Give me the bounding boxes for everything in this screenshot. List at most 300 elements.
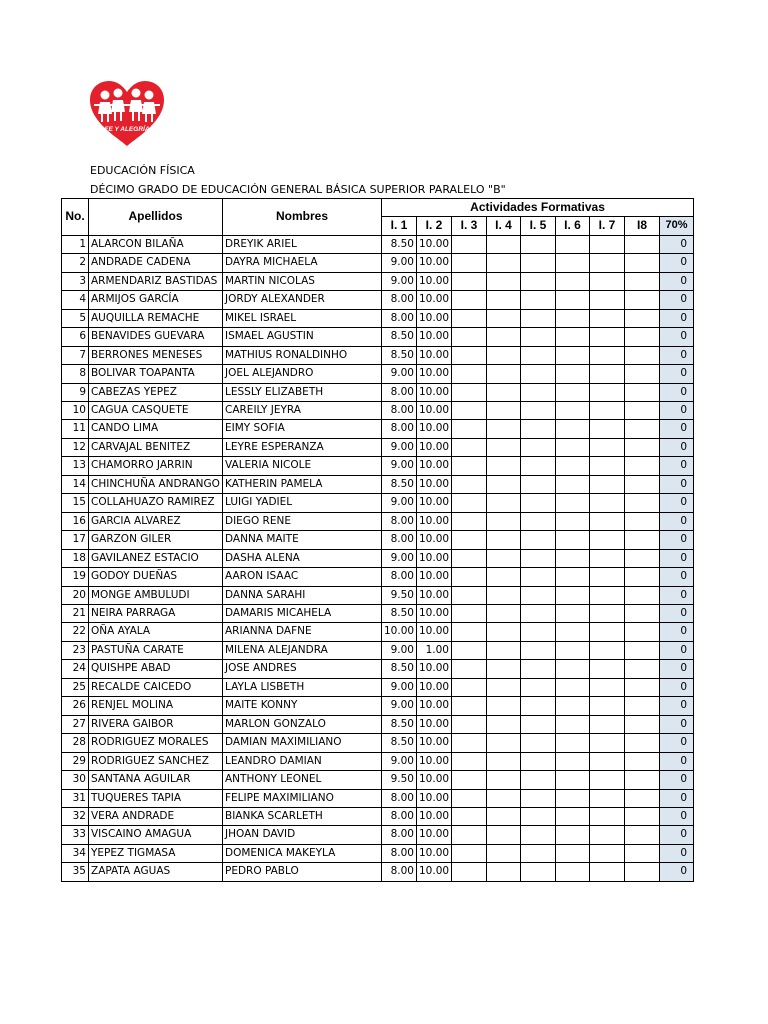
score-i1: 8.00	[382, 401, 417, 419]
score-i8	[625, 365, 660, 383]
table-row	[62, 771, 694, 789]
score-i6	[556, 549, 590, 567]
table-row	[62, 586, 694, 604]
score-i1: 8.00	[382, 826, 417, 844]
score-i6	[556, 254, 590, 272]
score-i7	[590, 789, 625, 807]
table-row	[62, 604, 694, 622]
score-i2: 10.00	[417, 568, 452, 586]
student-surname: ARMENDARIZ BASTIDAS	[89, 272, 223, 290]
score-i6	[556, 660, 590, 678]
score-i3	[452, 623, 487, 641]
subject-title: EDUCACIÓN FÍSICA	[90, 164, 195, 177]
score-i7	[590, 475, 625, 493]
score-i7	[590, 420, 625, 438]
score-i5	[521, 272, 556, 290]
score-i4	[487, 568, 521, 586]
score-i3	[452, 420, 487, 438]
header-indicator: I. 2	[417, 217, 452, 235]
score-i7	[590, 235, 625, 253]
score-i5	[521, 235, 556, 253]
score-i6	[556, 494, 590, 512]
table-row	[62, 328, 694, 346]
score-i6	[556, 365, 590, 383]
score-i3	[452, 254, 487, 272]
score-i5	[521, 641, 556, 659]
percent-value: 0	[660, 807, 694, 825]
table-row	[62, 346, 694, 364]
score-i3	[452, 568, 487, 586]
percent-value: 0	[660, 715, 694, 733]
score-i7	[590, 272, 625, 290]
score-i1: 10.00	[382, 623, 417, 641]
score-i4	[487, 715, 521, 733]
student-surname: YEPEZ TIGMASA	[89, 844, 223, 862]
percent-value: 0	[660, 641, 694, 659]
score-i2: 10.00	[417, 438, 452, 456]
table-row	[62, 438, 694, 456]
score-i5	[521, 568, 556, 586]
score-i5	[521, 494, 556, 512]
score-i8	[625, 291, 660, 309]
score-i7	[590, 512, 625, 530]
percent-value: 0	[660, 586, 694, 604]
table-row	[62, 549, 694, 567]
score-i2: 10.00	[417, 660, 452, 678]
percent-value: 0	[660, 678, 694, 696]
student-name: ARIANNA DAFNE	[223, 623, 382, 641]
student-surname: OÑA AYALA	[89, 623, 223, 641]
score-i3	[452, 641, 487, 659]
table-row	[62, 678, 694, 696]
score-i8	[625, 807, 660, 825]
student-name: JORDY ALEXANDER	[223, 291, 382, 309]
score-i5	[521, 697, 556, 715]
score-i1: 9.00	[382, 549, 417, 567]
score-i8	[625, 512, 660, 530]
student-number: 20	[62, 586, 89, 604]
score-i1: 8.50	[382, 715, 417, 733]
score-i2: 10.00	[417, 604, 452, 622]
score-i3	[452, 494, 487, 512]
score-i2: 10.00	[417, 420, 452, 438]
student-name: JOSE ANDRES	[223, 660, 382, 678]
student-name: DAMARIS MICAHELA	[223, 604, 382, 622]
score-i3	[452, 586, 487, 604]
percent-value: 0	[660, 789, 694, 807]
score-i8	[625, 715, 660, 733]
percent-value: 0	[660, 771, 694, 789]
score-i8	[625, 586, 660, 604]
score-i4	[487, 420, 521, 438]
score-i6	[556, 272, 590, 290]
table-row	[62, 254, 694, 272]
percent-value: 0	[660, 531, 694, 549]
header-percent: 70%	[660, 217, 694, 235]
score-i3	[452, 309, 487, 327]
score-i7	[590, 365, 625, 383]
score-i4	[487, 438, 521, 456]
score-i6	[556, 438, 590, 456]
table-row	[62, 623, 694, 641]
score-i2: 10.00	[417, 789, 452, 807]
score-i3	[452, 291, 487, 309]
student-number: 25	[62, 678, 89, 696]
score-i4	[487, 494, 521, 512]
score-i7	[590, 586, 625, 604]
score-i3	[452, 789, 487, 807]
score-i6	[556, 568, 590, 586]
student-name: MILENA ALEJANDRA	[223, 641, 382, 659]
student-number: 14	[62, 475, 89, 493]
score-i3	[452, 438, 487, 456]
student-surname: ZAPATA AGUAS	[89, 863, 223, 881]
student-surname: BOLIVAR TOAPANTA	[89, 365, 223, 383]
student-number: 29	[62, 752, 89, 770]
percent-value: 0	[660, 309, 694, 327]
score-i1: 8.50	[382, 734, 417, 752]
score-i3	[452, 328, 487, 346]
score-i1: 8.50	[382, 346, 417, 364]
score-i1: 8.50	[382, 475, 417, 493]
percent-value: 0	[660, 328, 694, 346]
score-i8	[625, 475, 660, 493]
score-i3	[452, 604, 487, 622]
score-i4	[487, 623, 521, 641]
score-i7	[590, 697, 625, 715]
score-i3	[452, 383, 487, 401]
percent-value: 0	[660, 844, 694, 862]
student-number: 9	[62, 383, 89, 401]
score-i7	[590, 494, 625, 512]
score-i7	[590, 752, 625, 770]
percent-value: 0	[660, 549, 694, 567]
score-i5	[521, 660, 556, 678]
score-i8	[625, 568, 660, 586]
score-i5	[521, 604, 556, 622]
percent-value: 0	[660, 383, 694, 401]
student-name: DAMIAN MAXIMILIANO	[223, 734, 382, 752]
score-i8	[625, 401, 660, 419]
score-i5	[521, 512, 556, 530]
score-i8	[625, 531, 660, 549]
score-i5	[521, 752, 556, 770]
score-i6	[556, 604, 590, 622]
header-activities: Actividades Formativas	[382, 199, 694, 217]
score-i7	[590, 715, 625, 733]
student-name: FELIPE MAXIMILIANO	[223, 789, 382, 807]
student-surname: TUQUERES TAPIA	[89, 789, 223, 807]
table-body	[62, 235, 694, 881]
student-name: KATHERIN PAMELA	[223, 475, 382, 493]
score-i1: 8.00	[382, 291, 417, 309]
table-row	[62, 494, 694, 512]
score-i7	[590, 604, 625, 622]
score-i1: 9.00	[382, 457, 417, 475]
score-i2: 10.00	[417, 475, 452, 493]
score-i2: 10.00	[417, 401, 452, 419]
student-name: MAITE KONNY	[223, 697, 382, 715]
student-surname: COLLAHUAZO RAMIREZ	[89, 494, 223, 512]
score-i7	[590, 863, 625, 881]
score-i8	[625, 494, 660, 512]
student-surname: RODRIGUEZ SANCHEZ	[89, 752, 223, 770]
score-i2: 10.00	[417, 844, 452, 862]
student-number: 33	[62, 826, 89, 844]
score-i4	[487, 365, 521, 383]
score-i7	[590, 291, 625, 309]
grades-table	[61, 198, 694, 882]
score-i1: 9.00	[382, 365, 417, 383]
score-i6	[556, 420, 590, 438]
score-i1: 8.50	[382, 328, 417, 346]
score-i4	[487, 586, 521, 604]
student-name: EIMY SOFIA	[223, 420, 382, 438]
score-i7	[590, 457, 625, 475]
table-row	[62, 641, 694, 659]
student-surname: SANTANA AGUILAR	[89, 771, 223, 789]
percent-value: 0	[660, 752, 694, 770]
student-number: 31	[62, 789, 89, 807]
header-indicator: I. 6	[556, 217, 590, 235]
score-i5	[521, 438, 556, 456]
score-i8	[625, 272, 660, 290]
score-i8	[625, 604, 660, 622]
table-row	[62, 826, 694, 844]
student-surname: GARZON GILER	[89, 531, 223, 549]
percent-value: 0	[660, 863, 694, 881]
score-i5	[521, 383, 556, 401]
score-i5	[521, 549, 556, 567]
score-i2: 10.00	[417, 328, 452, 346]
score-i7	[590, 531, 625, 549]
score-i6	[556, 715, 590, 733]
student-surname: RODRIGUEZ MORALES	[89, 734, 223, 752]
percent-value: 0	[660, 826, 694, 844]
percent-value: 0	[660, 235, 694, 253]
student-name: BIANKA SCARLETH	[223, 807, 382, 825]
student-surname: CABEZAS YEPEZ	[89, 383, 223, 401]
percent-value: 0	[660, 697, 694, 715]
score-i5	[521, 254, 556, 272]
score-i5	[521, 623, 556, 641]
score-i5	[521, 309, 556, 327]
header-indicator: I. 4	[487, 217, 521, 235]
student-name: LESSLY ELIZABETH	[223, 383, 382, 401]
score-i3	[452, 475, 487, 493]
student-surname: CARVAJAL BENITEZ	[89, 438, 223, 456]
percent-value: 0	[660, 475, 694, 493]
score-i8	[625, 641, 660, 659]
score-i4	[487, 789, 521, 807]
score-i4	[487, 309, 521, 327]
score-i2: 10.00	[417, 457, 452, 475]
score-i7	[590, 844, 625, 862]
score-i3	[452, 752, 487, 770]
table-row	[62, 734, 694, 752]
score-i2: 10.00	[417, 678, 452, 696]
table-row	[62, 383, 694, 401]
table-row	[62, 807, 694, 825]
score-i1: 8.00	[382, 309, 417, 327]
student-surname: VISCAINO AMAGUA	[89, 826, 223, 844]
student-surname: GARCIA ALVAREZ	[89, 512, 223, 530]
score-i7	[590, 309, 625, 327]
score-i1: 8.00	[382, 531, 417, 549]
student-surname: BERRONES MENESES	[89, 346, 223, 364]
score-i4	[487, 641, 521, 659]
score-i6	[556, 863, 590, 881]
percent-value: 0	[660, 291, 694, 309]
score-i6	[556, 734, 590, 752]
score-i2: 10.00	[417, 715, 452, 733]
score-i2: 10.00	[417, 512, 452, 530]
percent-value: 0	[660, 494, 694, 512]
heart-logo-icon	[88, 80, 166, 148]
score-i2: 10.00	[417, 771, 452, 789]
score-i7	[590, 734, 625, 752]
score-i8	[625, 457, 660, 475]
score-i7	[590, 328, 625, 346]
student-surname: CHINCHUÑA ANDRANGO	[89, 475, 223, 493]
score-i5	[521, 771, 556, 789]
student-name: DIEGO RENE	[223, 512, 382, 530]
student-number: 17	[62, 531, 89, 549]
student-name: MIKEL ISRAEL	[223, 309, 382, 327]
score-i1: 8.50	[382, 235, 417, 253]
score-i5	[521, 734, 556, 752]
score-i8	[625, 660, 660, 678]
score-i4	[487, 235, 521, 253]
score-i4	[487, 863, 521, 881]
score-i5	[521, 346, 556, 364]
table-row	[62, 715, 694, 733]
score-i4	[487, 401, 521, 419]
score-i4	[487, 328, 521, 346]
score-i4	[487, 752, 521, 770]
score-i2: 10.00	[417, 752, 452, 770]
score-i2: 10.00	[417, 734, 452, 752]
percent-value: 0	[660, 401, 694, 419]
student-name: AARON ISAAC	[223, 568, 382, 586]
table-row	[62, 291, 694, 309]
score-i8	[625, 826, 660, 844]
student-number: 6	[62, 328, 89, 346]
student-surname: VERA ANDRADE	[89, 807, 223, 825]
score-i5	[521, 420, 556, 438]
score-i4	[487, 457, 521, 475]
header-indicator: I. 7	[590, 217, 625, 235]
score-i6	[556, 512, 590, 530]
student-surname: ANDRADE CADENA	[89, 254, 223, 272]
score-i5	[521, 401, 556, 419]
student-number: 24	[62, 660, 89, 678]
score-i2: 10.00	[417, 697, 452, 715]
student-name: MARTIN NICOLAS	[223, 272, 382, 290]
student-number: 34	[62, 844, 89, 862]
score-i1: 8.00	[382, 789, 417, 807]
score-i2: 10.00	[417, 826, 452, 844]
score-i6	[556, 771, 590, 789]
percent-value: 0	[660, 457, 694, 475]
student-surname: PASTUÑA CARATE	[89, 641, 223, 659]
score-i6	[556, 697, 590, 715]
score-i3	[452, 826, 487, 844]
score-i8	[625, 254, 660, 272]
table-row	[62, 475, 694, 493]
score-i8	[625, 752, 660, 770]
score-i5	[521, 291, 556, 309]
student-number: 3	[62, 272, 89, 290]
table-row	[62, 568, 694, 586]
student-name: DASHA ALENA	[223, 549, 382, 567]
student-number: 7	[62, 346, 89, 364]
student-surname: AUQUILLA REMACHE	[89, 309, 223, 327]
table-row	[62, 309, 694, 327]
student-name: LAYLA LISBETH	[223, 678, 382, 696]
student-surname: RENJEL MOLINA	[89, 697, 223, 715]
student-surname: QUISHPE ABAD	[89, 660, 223, 678]
score-i1: 8.00	[382, 844, 417, 862]
score-i6	[556, 309, 590, 327]
header-indicator: I. 5	[521, 217, 556, 235]
percent-value: 0	[660, 438, 694, 456]
student-surname: GAVILANEZ ESTACIO	[89, 549, 223, 567]
student-name: LEYRE ESPERANZA	[223, 438, 382, 456]
table-row	[62, 863, 694, 881]
table-row	[62, 660, 694, 678]
score-i4	[487, 604, 521, 622]
score-i3	[452, 660, 487, 678]
score-i5	[521, 475, 556, 493]
score-i6	[556, 475, 590, 493]
score-i2: 10.00	[417, 309, 452, 327]
score-i3	[452, 531, 487, 549]
score-i5	[521, 715, 556, 733]
percent-value: 0	[660, 660, 694, 678]
header-indicator: I. 3	[452, 217, 487, 235]
score-i2: 10.00	[417, 383, 452, 401]
student-name: MATHIUS RONALDINHO	[223, 346, 382, 364]
score-i5	[521, 328, 556, 346]
score-i8	[625, 328, 660, 346]
score-i3	[452, 807, 487, 825]
score-i4	[487, 660, 521, 678]
student-surname: MONGE AMBULUDI	[89, 586, 223, 604]
student-name: ANTHONY LEONEL	[223, 771, 382, 789]
student-name: MARLON GONZALO	[223, 715, 382, 733]
score-i4	[487, 512, 521, 530]
student-surname: CANDO LIMA	[89, 420, 223, 438]
student-name: LUIGI YADIEL	[223, 494, 382, 512]
score-i4	[487, 475, 521, 493]
score-i5	[521, 844, 556, 862]
student-surname: NEIRA PARRAGA	[89, 604, 223, 622]
student-surname: BENAVIDES GUEVARA	[89, 328, 223, 346]
score-i6	[556, 789, 590, 807]
student-surname: GODOY DUEÑAS	[89, 568, 223, 586]
score-i1: 8.50	[382, 604, 417, 622]
score-i5	[521, 531, 556, 549]
score-i2: 10.00	[417, 254, 452, 272]
header-no: No.	[62, 199, 89, 236]
score-i8	[625, 863, 660, 881]
score-i1: 8.00	[382, 807, 417, 825]
percent-value: 0	[660, 734, 694, 752]
student-surname: ARMIJOS GARCÍA	[89, 291, 223, 309]
score-i7	[590, 660, 625, 678]
score-i8	[625, 789, 660, 807]
